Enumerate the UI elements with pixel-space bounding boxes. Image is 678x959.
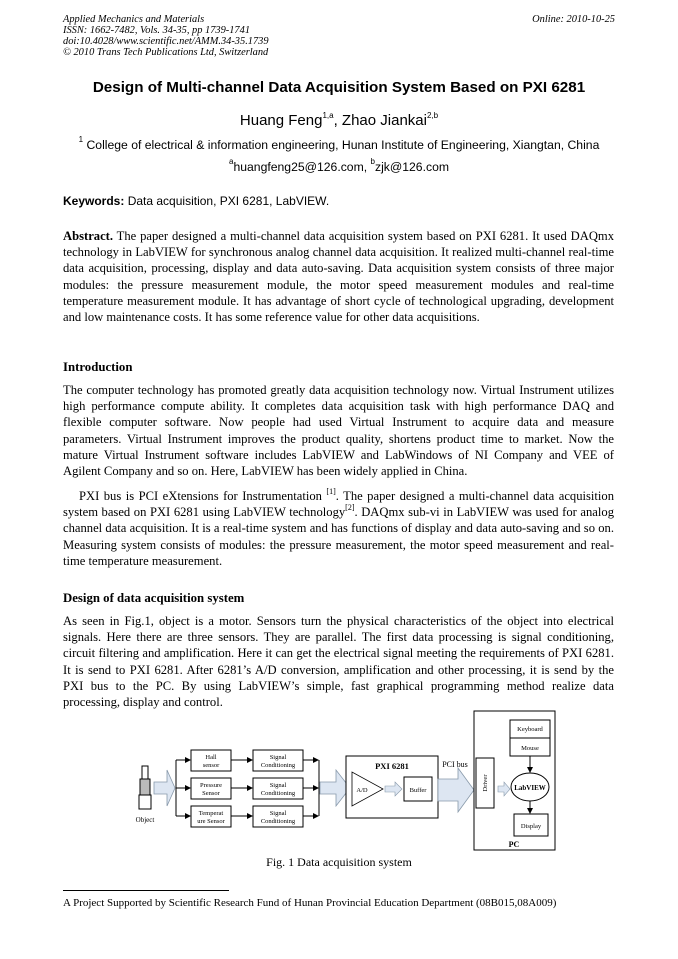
svg-text:Mouse: Mouse [521,745,539,752]
object-label: Object [135,816,155,824]
copyright: © 2010 Trans Tech Publications Ltd, Switzerland [63,47,269,58]
footnote-divider [63,890,229,891]
sensor-hall [191,750,231,771]
svg-text:Display: Display [520,823,542,830]
pc-block [474,711,555,850]
svg-text:Hall: Hall [205,754,217,761]
emails: $^a$huangfeng25@126.com, $^b$zjk@126.com [229,157,449,174]
affiliation-text: College of electrical & information engineering, Hunan Institute of Engineering, Xiangtan, China [86,138,600,152]
svg-text:sensor: sensor [202,762,220,769]
author-name: Zhao Jiankai [341,112,427,129]
paper-title: Design of Multi-channel Data Acquisition System Based on PXI 6281 [92,79,586,96]
svg-text:Pressure: Pressure [199,782,223,789]
keywords [63,194,329,208]
affiliation [0,135,678,152]
sensor-pressure [191,778,231,799]
section-heading-introduction: Introduction [63,360,133,374]
svg-text:Conditioning: Conditioning [260,818,296,825]
authors: Huang Feng$^{1,a}$, Zhao Jiankai$^{2,b}$ [239,111,439,129]
email-sup: a [229,157,234,166]
svg-text:Driver: Driver [482,774,489,792]
author-sup: 2,b [426,111,439,120]
citation-ref[interactable]: [1] [326,487,336,496]
journal-header [63,14,269,58]
author-sup: 1,a [322,111,334,120]
section-heading-design: Design of data acquisition system [63,591,245,605]
svg-text:Signal: Signal [269,754,287,761]
svg-text:LabVIEW: LabVIEW [514,784,546,792]
svg-text:PXI 6281: PXI 6281 [375,761,409,771]
pci-bus-label: PCI bus [442,760,468,769]
pxi-6281-block [346,756,438,818]
online-date: Online: 2010-10-25 [532,14,615,25]
intro-paragraph-2 [63,488,614,569]
design-paragraph-1: As seen in Fig.1, object is a motor. Sensors turn the physical characteristics of the object into electrical signals. Here there are three sensors. They are parallel. The first data processing is signal conditioning, circuit filtering and amplification. Here it can get the electrical signal meeting the requirements of PXI 6281. It is send to PXI 6281. After 6281’s A/D conversion, amplification and other processing, it is send by the PXI bus to the PC. By using LabVIEW’s simple, fast graphical programming method realize data processing, display and control. [63,614,614,710]
text-run: PXI bus is PCI eXtensions for Instrumentation [79,489,327,503]
keywords-label: Keywords: [63,194,125,208]
affiliation-sup: 1 [78,135,84,144]
svg-text:Sensor: Sensor [202,790,220,797]
email-link[interactable]: huangfeng25@126.com [233,160,364,174]
svg-text:Temperat: Temperat [198,810,224,817]
text-run: . The paper designed a multi-channel data acquisition system based on PXI 6281 using LabVIEW technology [63,489,614,520]
abstract-label: Abstract. [63,229,114,243]
signal-conditioning-2 [253,778,303,799]
journal-name: Applied Mechanics and Materials [63,14,205,25]
sensor-temperature [191,806,231,827]
pci-bus-arrow-icon [438,768,474,812]
svg-text:Buffer: Buffer [409,787,427,794]
figure-1-diagram [0,700,678,860]
author-name: Huang Feng [239,112,323,129]
svg-text:Signal: Signal [269,782,287,789]
abstract-text: The paper designed a multi-channel data acquisition system based on PXI 6281. It used DAQmx technology in LabVIEW for synchronous analog channel data acquisition. It realized multi-channel real-time data acquisition, processing, display and data auto-saving. Data acquisition system consists of three major modules: the pressure measurement module, the motor speed measurement modules and real-time temperature measurement module. It has advantage of short cycle of technological upgrading, development and low maintenance costs. It has some reference value for other data acquisitions. [63,229,615,325]
svg-text:A/D: A/D [356,787,368,794]
text-run: . DAQmx sub-vi in LabVIEW was used for analog channel data acquisition. It is a real-time system and has functions of display and data auto-saving and so on. Measuring system consists of modules: the pressure measurement, the motor speed measurement and real-time temperature measurement. [63,505,614,568]
signal-conditioning-1 [253,750,303,771]
object-motor-icon [139,766,151,809]
abstract [63,228,614,325]
intro-paragraph-1: The computer technology has promoted greatly data acquisition technology now. Virtual Instrument utilizes high performance compute ability. It completes data acquisition task with high performance DAQ and flexible computer software. Now people had used Virtual Instrument to acquire data and measure parameters. Virtual Instrument improves the product quality, shortens product time to market. Now the mature Virtual Instrument software includes LabVIEW and LabWindows of NI Company and VEE of Agilent Company and so on. Here, LabVIEW has been widely applied in China. [63,383,614,479]
svg-text:PC: PC [508,840,520,849]
footnote: A Project Supported by Scientific Research Fund of Hunan Provincial Education Department (08B015,08A009) [63,897,557,909]
svg-text:Keyboard: Keyboard [517,726,543,733]
block-arrow-icon [154,770,175,806]
issn: ISSN: 1662-7482, Vols. 34-35, pp 1739-1741 [63,25,251,36]
svg-text:Conditioning: Conditioning [260,762,296,769]
email-link[interactable]: zjk@126.com [374,160,449,174]
figure-caption: Fig. 1 Data acquisition system [266,855,412,869]
keywords-text: Data acquisition, PXI 6281, LabVIEW. [127,194,330,208]
svg-text:Signal: Signal [269,810,287,817]
svg-text:ure Sensor: ure Sensor [197,818,225,825]
signal-conditioning-3 [253,806,303,827]
doi: doi:10.4028/www.scientific.net/AMM.34-35.1739 [63,36,269,47]
svg-text:Conditioning: Conditioning [260,790,296,797]
email-sup: b [370,157,375,166]
citation-ref[interactable]: [2] [345,503,355,513]
